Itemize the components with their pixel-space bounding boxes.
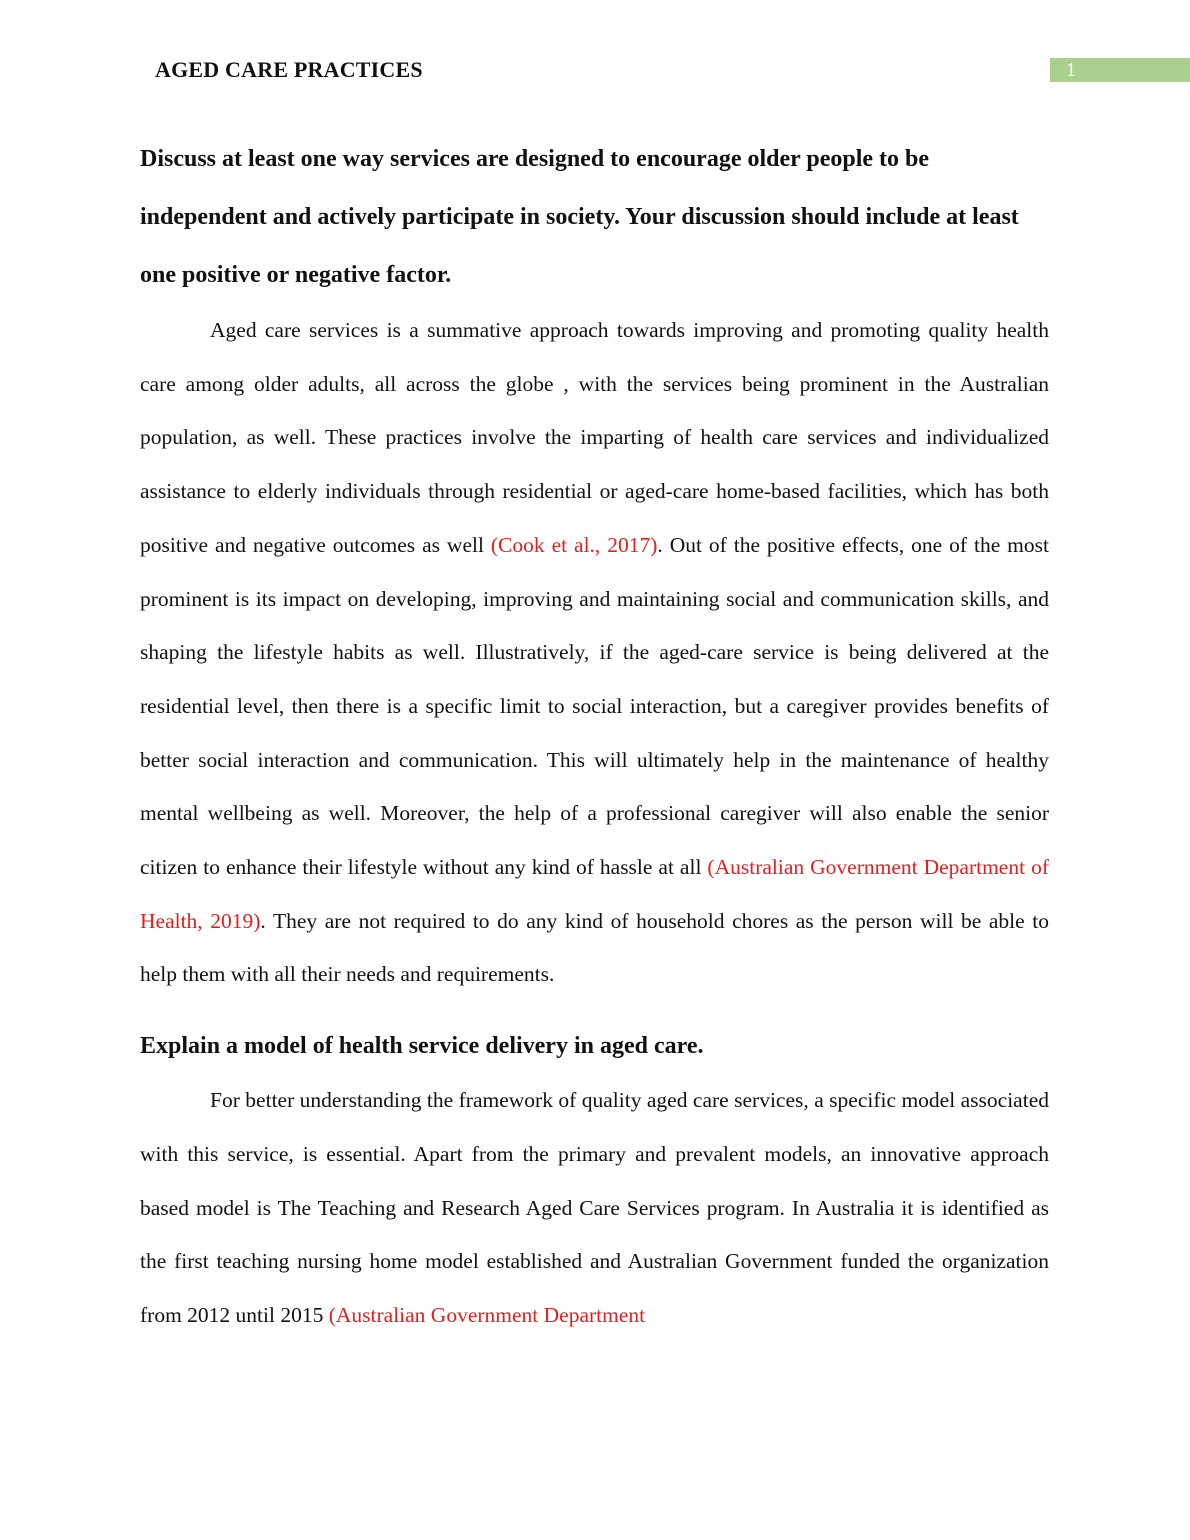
page-number-bar xyxy=(1050,58,1190,82)
citation-gov-health: (Australian Government Department of Health, 2019) xyxy=(140,855,1049,933)
paragraph-text: For better understanding the framework of quality aged care services, a specific model associated with this service, is essential. Apart from the primary and prevalent models, an innovative approach based model is The Teaching and Research Aged Care Services program. In Australia it is identified as the first teaching nursing home model established and Australian Government funded the organization from 2012 until 2015 xyxy=(140,1088,1049,1327)
running-head: AGED CARE PRACTICES xyxy=(155,57,423,82)
section-heading-independence: Discuss at least one way services are designed to encourage older people to be independent and actively participate in society. Your discussion should include at least one positive or negative factor. xyxy=(140,146,1019,288)
document-body xyxy=(140,130,1049,1343)
section-heading-model: Explain a model of health service delivery in aged care. xyxy=(140,1033,704,1060)
paragraph-text: . Out of the positive effects, one of the most prominent is its impact on developing, improving and maintaining social and communication skills, and shaping the lifestyle habits as well. Illustratively, if the aged-care service is being delivered at the residential level, then there is a specific limit to social interaction, but a caregiver provides benefits of better social interaction and communication. This will ultimately help in the maintenance of healthy mental wellbeing as well. Moreover, the help of a professional caregiver will also enable the senior citizen to enhance their lifestyle without any kind of hassle at all xyxy=(140,532,1049,880)
citation-gov-department: (Australian Government Department xyxy=(328,1302,646,1327)
page-number: 1 xyxy=(1066,59,1076,81)
citation-cook: (Cook et al., 2017) xyxy=(490,532,658,557)
paragraph-aged-care-services xyxy=(140,304,1049,1002)
paragraph-text: . They are not required to do any kind of household chores as the person will be able to help them with all their needs and requirements. xyxy=(140,908,1049,987)
paragraph-text: Aged care services is a summative approach towards improving and promoting quality health care among older adults, all across the globe , with the services being prominent in the Australian population, as well. These practices involve the imparting of health care services and individualized assistance to elderly individuals through residential or aged-care home-based facilities, which has both positive and negative outcomes as well xyxy=(140,318,1049,557)
paragraph-model xyxy=(140,1074,1049,1343)
